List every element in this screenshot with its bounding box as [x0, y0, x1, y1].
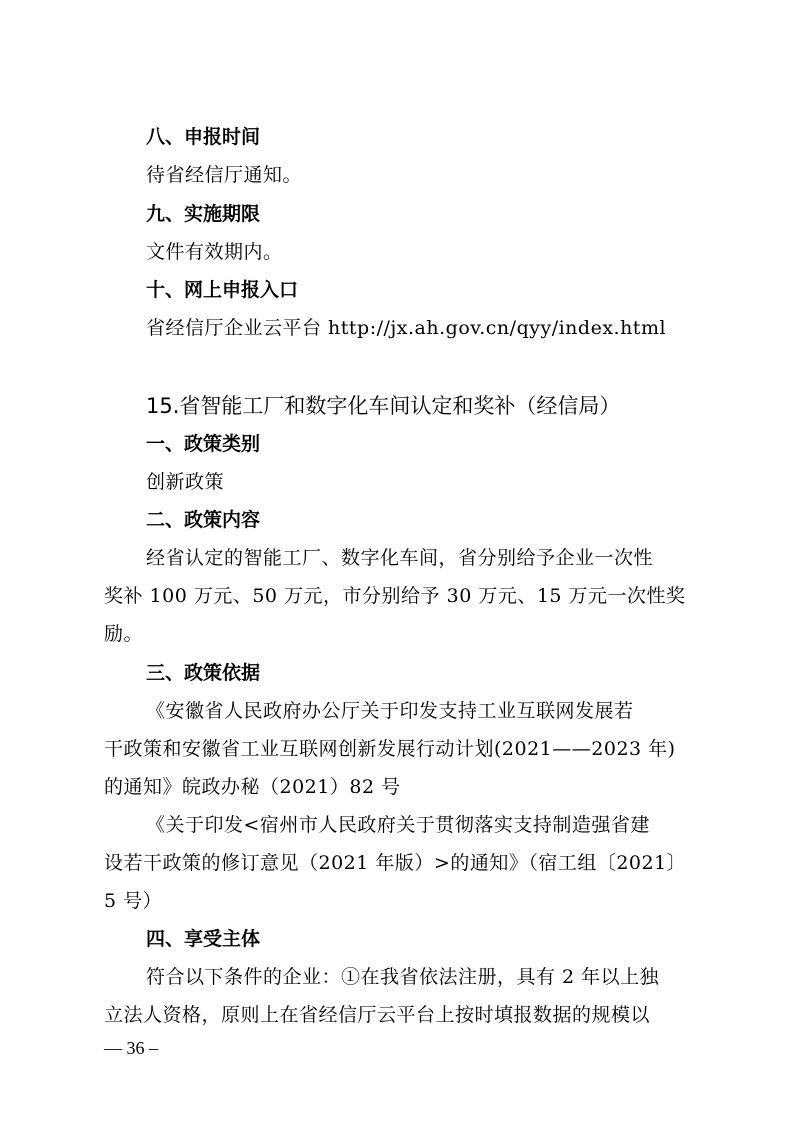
policy-category-text: 创新政策 — [146, 471, 225, 493]
policy-content-line-2: 奖补 100 万元、50 万元，市分别给予 30 万元、15 万元一次性奖 — [104, 585, 686, 607]
page-number: — 36 – — [104, 1038, 158, 1058]
policy-basis-1-line-2: 干政策和安徽省工业互联网创新发展行动计划(2021——2023 年) — [104, 738, 676, 760]
policy-title: 15.省智能工厂和数字化车间认定和奖补（经信局） — [146, 394, 621, 418]
section-10-heading: 十、网上申报入口 — [146, 279, 299, 301]
policy-basis-heading: 三、政策依据 — [146, 662, 261, 684]
policy-content-line-3: 励。 — [104, 623, 144, 645]
policy-basis-2-line-2: 设若干政策的修订意见（2021 年版）>的通知》（宿工组〔2021〕 — [104, 852, 687, 874]
policy-content-heading: 二、政策内容 — [146, 509, 261, 531]
policy-basis-2-line-3: 5 号） — [104, 890, 163, 912]
policy-content-line-1: 经省认定的智能工厂、数字化车间，省分别给予企业一次性 — [146, 547, 654, 569]
section-9-heading: 九、实施期限 — [146, 203, 261, 225]
policy-basis-1-line-3: 的通知》皖政办秘（2021）82 号 — [104, 776, 401, 798]
section-8-heading: 八、申报时间 — [146, 126, 261, 148]
policy-subject-heading: 四、享受主体 — [146, 928, 261, 950]
policy-category-heading: 一、政策类别 — [146, 433, 261, 455]
policy-subject-line-1: 符合以下条件的企业：①在我省依法注册，具有 2 年以上独 — [146, 966, 660, 988]
section-10-text: 省经信厅企业云平台 http://jx.ah.gov.cn/qyy/index.html — [146, 317, 667, 339]
policy-subject-line-2: 立法人资格，原则上在省经信厅云平台上按时填报数据的规模以 — [104, 1004, 651, 1026]
section-8-text: 待省经信厅通知。 — [146, 164, 303, 186]
policy-basis-1-line-1: 《安徽省人民政府办公厅关于印发支持工业互联网发展若 — [146, 700, 634, 722]
section-9-text: 文件有效期内。 — [146, 241, 283, 263]
policy-basis-2-line-1: 《关于印发<宿州市人民政府关于贯彻落实支持制造强省建 — [146, 814, 650, 836]
